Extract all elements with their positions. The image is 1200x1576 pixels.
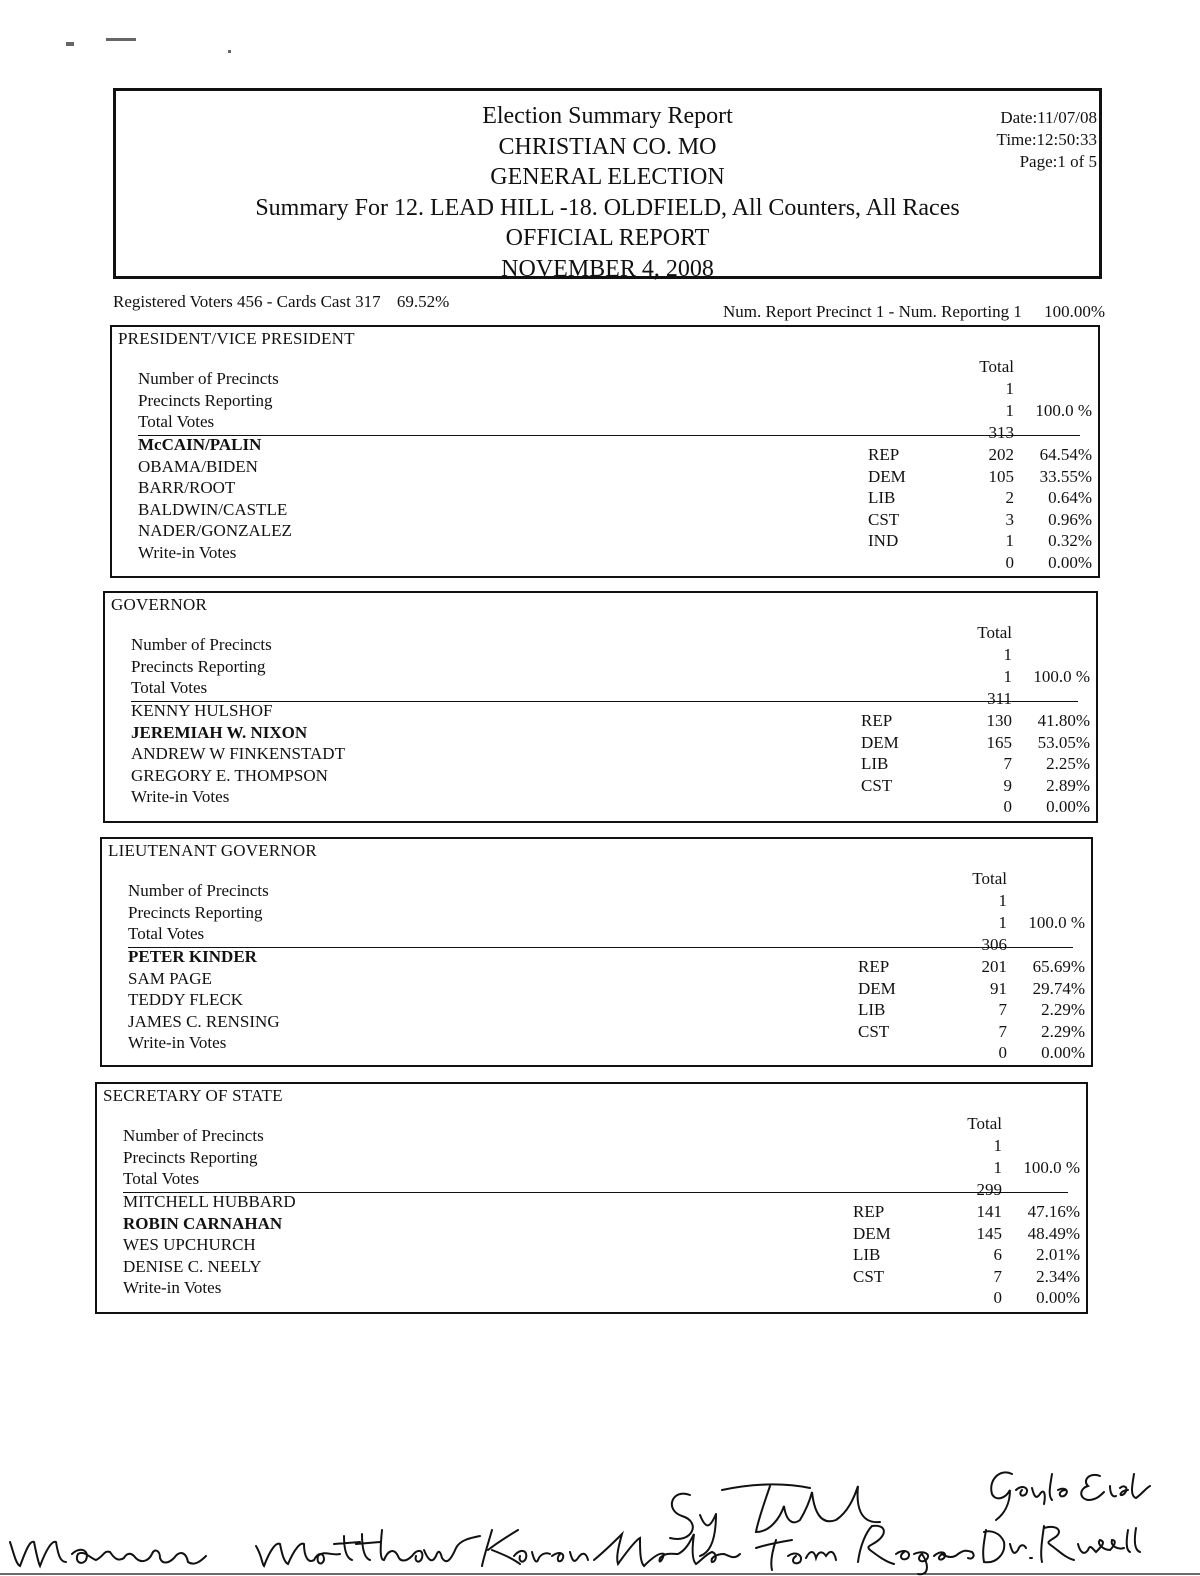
signature-stroke (10, 1542, 66, 1566)
candidate-party: REP (861, 711, 893, 730)
candidate-pct: 2.25% (1046, 754, 1090, 773)
precincts-reporting-value: 1 (1005, 401, 1014, 420)
report-header (113, 88, 1102, 282)
signature-stroke (670, 1494, 693, 1539)
county-name: CHRISTIAN CO. MO (498, 133, 717, 160)
candidate-party: DEM (868, 466, 906, 486)
candidate-votes: 2 (1005, 488, 1014, 507)
signature-stroke (722, 1485, 880, 1533)
signature-stroke (1081, 1474, 1150, 1500)
candidate-pct: 48.49% (1027, 1223, 1080, 1243)
candidate-pct: 53.05% (1037, 732, 1090, 752)
total-votes-label: Total Votes (138, 412, 215, 431)
signature-stroke (991, 1472, 1067, 1520)
candidate-party: CST (853, 1266, 885, 1286)
total-column-header: Total (979, 357, 1014, 376)
candidate-votes: 9 (1003, 775, 1012, 795)
candidate-votes: 0 (1005, 552, 1014, 572)
total-column-header: Total (972, 869, 1007, 888)
total-votes-value: 306 (981, 935, 1007, 954)
election-date: NOVEMBER 4, 2008 (501, 255, 714, 282)
signature-stroke (256, 1530, 480, 1566)
summary-scope: Summary For 12. LEAD HILL -18. OLDFIELD, All Counters, All Races (255, 194, 960, 221)
report-page: Page:1 of 5 (1019, 152, 1097, 171)
candidate-party: LIB (858, 1000, 886, 1019)
race-title: PRESIDENT/VICE PRESIDENT (118, 329, 355, 348)
candidate-name: McCAIN/PALIN (138, 435, 262, 454)
report-title: Election Summary Report (482, 103, 733, 129)
official-label: OFFICIAL REPORT (505, 225, 710, 251)
candidate-party: IND (868, 531, 899, 550)
race-section (110, 325, 1100, 578)
candidate-pct: 29.74% (1032, 978, 1085, 998)
candidate-name: ANDREW W FINKENSTADT (131, 744, 345, 763)
candidate-name: Write-in Votes (123, 1278, 222, 1297)
report-meta (997, 107, 1097, 173)
total-votes-label: Total Votes (131, 678, 208, 697)
candidate-votes: 165 (986, 732, 1012, 752)
candidate-party: CST (858, 1021, 890, 1041)
candidate-name: KENNY HULSHOF (131, 701, 273, 720)
candidate-name: MITCHELL HUBBARD (123, 1192, 296, 1211)
scan-speck (228, 50, 231, 53)
total-column-header: Total (977, 623, 1012, 642)
header-rule (138, 435, 1080, 436)
precincts-reporting-value: 1 (993, 1158, 1002, 1177)
signature-stroke (983, 1530, 1032, 1562)
report-date: Date:11/07/08 (1000, 108, 1097, 127)
candidate-votes: 1 (1005, 531, 1014, 550)
candidate-votes: 0 (993, 1288, 1002, 1307)
num-precincts-value: 1 (1003, 645, 1012, 664)
signature-stroke (700, 1514, 716, 1556)
precinct-pct: 100.00% (1044, 302, 1105, 321)
precinct-summary (723, 302, 1105, 322)
candidate-pct: 0.32% (1048, 531, 1092, 550)
candidate-party: LIB (861, 754, 889, 773)
candidate-name: SAM PAGE (128, 968, 212, 988)
candidate-votes: 7 (998, 1000, 1007, 1019)
num-precincts-label: Number of Precincts (128, 881, 269, 900)
candidate-votes: 141 (976, 1202, 1002, 1221)
candidate-name: BARR/ROOT (138, 478, 236, 497)
total-votes-value: 311 (987, 689, 1012, 708)
candidate-votes: 7 (998, 1021, 1007, 1041)
candidate-party: REP (858, 957, 890, 976)
candidate-pct: 0.96% (1048, 509, 1092, 529)
candidate-party: REP (853, 1202, 885, 1221)
report-header-center (116, 101, 1099, 284)
precincts-reporting-label: Precincts Reporting (123, 1148, 258, 1167)
candidate-votes: 6 (993, 1245, 1002, 1264)
precincts-reporting-pct: 100.0 % (1035, 401, 1092, 420)
precinct-text: Num. Report Precinct 1 - Num. Reporting 1 (722, 302, 1022, 321)
candidate-pct: 2.01% (1036, 1245, 1080, 1264)
candidate-name: Write-in Votes (138, 542, 237, 562)
candidate-votes: 7 (993, 1266, 1002, 1286)
election-name: GENERAL ELECTION (490, 164, 725, 190)
candidate-pct: 0.00% (1041, 1043, 1085, 1062)
candidate-name: GREGORY E. THOMPSON (131, 765, 328, 785)
candidate-party: REP (868, 445, 900, 464)
precincts-reporting-pct: 100.0 % (1028, 913, 1085, 932)
precincts-reporting-label: Precincts Reporting (131, 657, 266, 676)
race-title: LIEUTENANT GOVERNOR (108, 841, 317, 860)
candidate-pct: 2.34% (1036, 1266, 1080, 1286)
candidate-name: PETER KINDER (128, 947, 257, 966)
candidate-name: JEREMIAH W. NIXON (131, 722, 308, 742)
candidate-party: DEM (861, 732, 899, 752)
candidate-party: DEM (853, 1223, 891, 1243)
candidate-party: CST (868, 509, 900, 529)
signatures (0, 1470, 1200, 1576)
total-votes-label: Total Votes (123, 1169, 200, 1188)
report-time: Time:12:50:33 (996, 130, 1097, 149)
candidate-votes: 91 (990, 978, 1007, 998)
total-votes-label: Total Votes (128, 924, 205, 943)
candidate-name: NADER/GONZALEZ (138, 521, 292, 540)
candidate-name: ROBIN CARNAHAN (123, 1213, 283, 1233)
candidate-party: DEM (858, 978, 896, 998)
candidate-party: LIB (853, 1245, 881, 1264)
race-section (100, 837, 1093, 1067)
candidate-pct: 47.16% (1027, 1202, 1080, 1221)
candidate-pct: 0.00% (1046, 797, 1090, 816)
candidate-pct: 0.00% (1048, 552, 1092, 572)
candidate-pct: 0.64% (1048, 488, 1092, 507)
num-precincts-value: 1 (1005, 379, 1014, 398)
num-precincts-label: Number of Precincts (123, 1126, 264, 1145)
candidate-pct: 0.00% (1036, 1288, 1080, 1307)
candidate-party: LIB (868, 488, 896, 507)
candidate-name: Write-in Votes (128, 1033, 227, 1052)
num-precincts-label: Number of Precincts (138, 369, 279, 388)
num-precincts-value: 1 (998, 891, 1007, 910)
candidate-votes: 3 (1005, 509, 1014, 529)
candidate-party: CST (861, 775, 893, 795)
registered-text: Registered Voters 456 - Cards Cast 317 (113, 292, 381, 311)
signature-stroke (1041, 1526, 1140, 1562)
candidate-pct: 65.69% (1032, 957, 1085, 976)
precincts-reporting-value: 1 (998, 913, 1007, 932)
race-title: SECRETARY OF STATE (103, 1086, 283, 1105)
precincts-reporting-value: 1 (1003, 667, 1012, 686)
signature-stroke (756, 1540, 836, 1570)
candidate-votes: 0 (998, 1043, 1007, 1062)
header-rule (128, 947, 1073, 948)
candidate-votes: 0 (1003, 797, 1012, 816)
signature-stroke (482, 1530, 588, 1566)
race-section (103, 591, 1098, 823)
candidate-name: JAMES C. RENSING (128, 1011, 280, 1031)
signature-stroke (72, 1550, 206, 1564)
candidate-name: DENISE C. NEELY (123, 1256, 262, 1276)
candidate-name: TEDDY FLECK (128, 990, 244, 1009)
precincts-reporting-pct: 100.0 % (1033, 667, 1090, 686)
candidate-pct: 2.89% (1046, 775, 1090, 795)
header-rule (131, 701, 1078, 702)
precincts-reporting-label: Precincts Reporting (128, 903, 263, 922)
candidate-votes: 145 (976, 1223, 1002, 1243)
total-column-header: Total (967, 1114, 1002, 1133)
candidate-pct: 64.54% (1039, 445, 1092, 464)
candidate-pct: 2.29% (1041, 1021, 1085, 1041)
candidate-pct: 2.29% (1041, 1000, 1085, 1019)
signature-stroke (594, 1534, 740, 1566)
total-votes-value: 313 (988, 423, 1014, 442)
candidate-votes: 105 (988, 466, 1014, 486)
turnout-pct: 69.52% (396, 292, 450, 311)
race-title: GOVERNOR (111, 595, 208, 614)
signature-stroke (858, 1526, 974, 1575)
candidate-pct: 33.55% (1039, 466, 1092, 486)
candidate-votes: 130 (986, 711, 1012, 730)
total-votes-value: 299 (976, 1180, 1002, 1199)
registered-voters (113, 292, 449, 312)
candidate-name: WES UPCHURCH (123, 1235, 256, 1254)
candidate-name: BALDWIN/CASTLE (138, 499, 288, 519)
precincts-reporting-label: Precincts Reporting (138, 391, 273, 410)
candidate-votes: 7 (1003, 754, 1012, 773)
num-precincts-value: 1 (993, 1136, 1002, 1155)
candidate-pct: 41.80% (1037, 711, 1090, 730)
candidate-name: OBAMA/BIDEN (138, 456, 258, 476)
scan-speck (106, 38, 136, 41)
num-precincts-label: Number of Precincts (131, 635, 272, 654)
candidate-name: Write-in Votes (131, 787, 230, 806)
candidate-votes: 202 (988, 445, 1014, 464)
candidate-votes: 201 (981, 957, 1007, 976)
race-section (95, 1082, 1088, 1314)
precincts-reporting-pct: 100.0 % (1023, 1158, 1080, 1177)
scan-speck (66, 42, 74, 46)
